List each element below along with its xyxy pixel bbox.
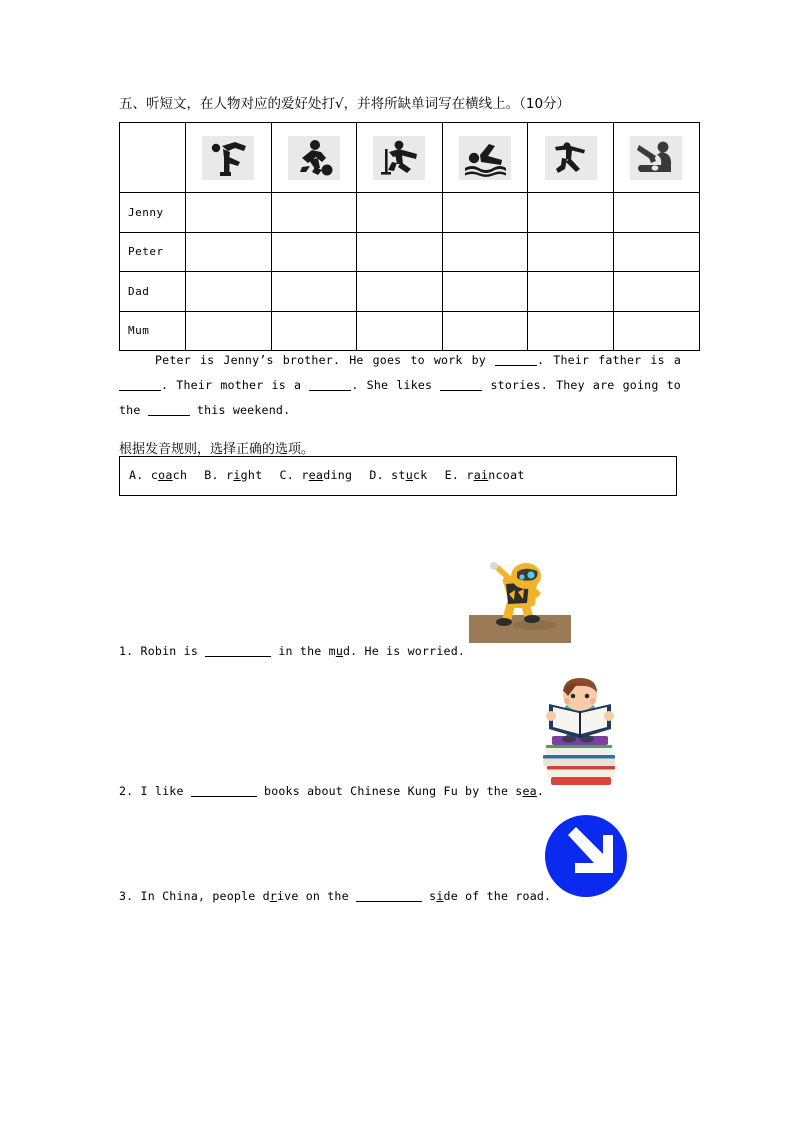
checkbox-cell-peter-dancing[interactable] <box>528 232 614 272</box>
option-b[interactable] <box>204 468 262 482</box>
cloze-blank-3[interactable] <box>309 390 351 391</box>
option-e-post: ncoat <box>488 468 525 482</box>
cloze-text-5: stories. They are going to the <box>119 378 681 417</box>
table-header-row <box>120 123 700 193</box>
checkbox-cell-dad-football[interactable] <box>271 272 357 312</box>
rowing-icon <box>630 136 682 180</box>
option-e[interactable] <box>445 468 525 482</box>
checkbox-cell-peter-football[interactable] <box>271 232 357 272</box>
option-c-pre: r <box>301 468 309 482</box>
option-d-letter: D. <box>369 468 384 482</box>
table-header-cell-swimming <box>442 123 528 193</box>
option-e-pre: r <box>466 468 474 482</box>
dancing-icon <box>545 136 597 180</box>
table-header-cell-skiing <box>357 123 443 193</box>
checkbox-cell-dad-swimming[interactable] <box>442 272 528 312</box>
question-3-mid: s <box>421 889 437 903</box>
table-header-cell-dancing <box>528 123 614 193</box>
question-2 <box>119 784 544 798</box>
table-row <box>120 232 700 272</box>
option-b-pre: r <box>226 468 234 482</box>
football-player-icon <box>288 136 340 180</box>
option-c-letter: C. <box>279 468 295 482</box>
option-e-underlined: ai <box>473 468 489 482</box>
cloze-paragraph <box>119 348 681 423</box>
checkbox-cell-mum-rowing[interactable] <box>613 311 699 351</box>
question-2-pre: I like <box>133 784 191 798</box>
table-header-cell-football <box>271 123 357 193</box>
section-heading: 五、听短文，在人物对应的爱好处打√，并将所缺单词写在横线上。（10分） <box>119 96 571 112</box>
hobby-table <box>119 122 700 351</box>
checkbox-cell-jenny-kungfu[interactable] <box>186 193 272 233</box>
row-label-jenny: Jenny <box>120 193 186 233</box>
checkbox-cell-dad-skiing[interactable] <box>357 272 443 312</box>
question-3-underlined-a: r <box>269 889 277 903</box>
option-d-pre: st <box>391 468 406 482</box>
option-a-post: ch <box>172 468 188 482</box>
options-box <box>119 456 677 496</box>
checkbox-cell-dad-rowing[interactable] <box>613 272 699 312</box>
checkbox-cell-jenny-rowing[interactable] <box>613 193 699 233</box>
checkbox-cell-dad-kungfu[interactable] <box>186 272 272 312</box>
checkbox-cell-mum-swimming[interactable] <box>442 311 528 351</box>
option-d[interactable] <box>369 468 427 482</box>
row-label-dad: Dad <box>120 272 186 312</box>
question-3-blank[interactable] <box>356 901 422 902</box>
option-a-letter: A. <box>129 468 144 482</box>
checkbox-cell-mum-dancing[interactable] <box>528 311 614 351</box>
cloze-text-1: Peter is Jenny’s brother. He goes to work by <box>155 353 496 367</box>
option-d-post: ck <box>413 468 428 482</box>
cloze-text-2: . Their father is a <box>537 353 681 367</box>
checkbox-cell-jenny-swimming[interactable] <box>442 193 528 233</box>
question-3-pre: In China, people d <box>133 889 270 903</box>
question-3-number: 3. <box>119 889 134 903</box>
table-row <box>120 311 700 351</box>
question-3-pre2: ive on the <box>276 889 356 903</box>
option-a[interactable] <box>129 468 187 482</box>
illustration-boy-reading-on-books <box>538 676 623 786</box>
question-2-underlined: ea <box>522 784 537 798</box>
option-b-post: ght <box>240 468 263 482</box>
checkbox-cell-peter-kungfu[interactable] <box>186 232 272 272</box>
table-header-cell-rowing <box>613 123 699 193</box>
checkbox-cell-mum-football[interactable] <box>271 311 357 351</box>
cloze-blank-4[interactable] <box>440 390 482 391</box>
row-label-peter: Peter <box>120 232 186 272</box>
option-e-letter: E. <box>444 468 460 482</box>
question-2-number: 2. <box>119 784 134 798</box>
question-2-post: . <box>536 784 545 798</box>
question-1-pre: Robin is <box>133 644 206 658</box>
cloze-blank-1[interactable] <box>495 365 537 366</box>
question-3-underlined: i <box>436 889 444 903</box>
checkbox-cell-peter-rowing[interactable] <box>613 232 699 272</box>
kungfu-kick-icon <box>202 136 254 180</box>
cloze-text-3: . Their mother is a <box>161 378 310 392</box>
checkbox-cell-jenny-football[interactable] <box>271 193 357 233</box>
sub-instruction: 根据发音规则，选择正确的选项。 <box>119 442 315 457</box>
checkbox-cell-dad-dancing[interactable] <box>528 272 614 312</box>
question-1-mid: in the m <box>271 644 336 658</box>
illustration-robot-stuck-in-mud <box>469 560 571 643</box>
table-corner-cell <box>120 123 186 193</box>
cloze-text-4: . She likes <box>351 378 441 392</box>
option-c-underlined: ea <box>308 468 324 482</box>
swimming-icon <box>459 136 511 180</box>
option-a-pre: c <box>150 468 159 482</box>
question-1-number: 1. <box>119 644 134 658</box>
option-b-underlined: i <box>233 468 241 482</box>
question-1 <box>119 644 465 658</box>
illustration-road-sign <box>541 811 631 901</box>
checkbox-cell-jenny-skiing[interactable] <box>357 193 443 233</box>
checkbox-cell-peter-swimming[interactable] <box>442 232 528 272</box>
question-3 <box>119 889 551 903</box>
option-c-post: ding <box>323 468 353 482</box>
question-2-mid: books about Chinese Kung Fu by the s <box>256 784 523 798</box>
checkbox-cell-mum-skiing[interactable] <box>357 311 443 351</box>
table-header-cell-kungfu <box>186 123 272 193</box>
skiing-icon <box>373 136 425 180</box>
question-1-underlined: u <box>335 644 343 658</box>
question-2-blank[interactable] <box>191 796 257 797</box>
cloze-blank-5[interactable] <box>148 415 190 416</box>
table-row <box>120 193 700 233</box>
question-3-post: de of the road. <box>443 889 552 903</box>
option-d-underlined: u <box>405 468 413 482</box>
option-b-letter: B. <box>204 468 219 482</box>
question-1-blank[interactable] <box>205 656 271 657</box>
option-a-underlined: oa <box>158 468 173 482</box>
checkbox-cell-peter-skiing[interactable] <box>357 232 443 272</box>
table-row <box>120 272 700 312</box>
cloze-text-6: this weekend. <box>189 403 291 417</box>
option-c[interactable] <box>280 468 353 482</box>
question-1-post: d. He is worried. <box>343 644 466 658</box>
options-list <box>120 457 676 482</box>
row-label-mum: Mum <box>120 311 186 351</box>
checkbox-cell-mum-kungfu[interactable] <box>186 311 272 351</box>
cloze-blank-2[interactable] <box>119 390 161 391</box>
checkbox-cell-jenny-dancing[interactable] <box>528 193 614 233</box>
